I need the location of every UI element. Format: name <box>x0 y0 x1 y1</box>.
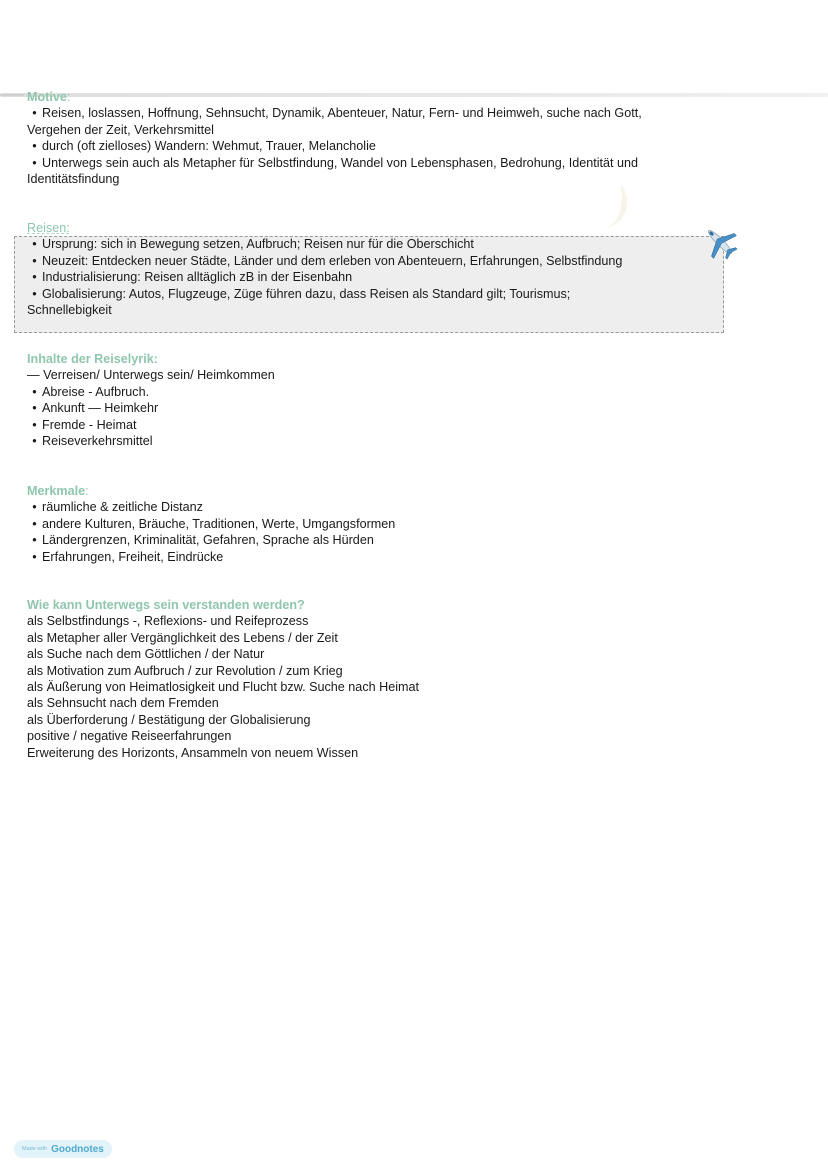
section-reisen <box>27 220 622 318</box>
list-item: als Äußerung von Heimatlosigkeit und Flucht bzw. Suche nach Heimat <box>27 680 420 695</box>
bullet: • <box>32 533 37 548</box>
heading-verstanden: Wie kann Unterwegs sein verstanden werden? <box>27 598 305 612</box>
list-item: als Selbstfindungs -, Reflexions- und Reifeprozess <box>27 614 309 629</box>
list-item <box>27 286 622 302</box>
item-text: — Verreisen/ Unterwegs sein/ Heimkommen <box>27 368 275 383</box>
heading-colon: : <box>66 90 71 104</box>
list-item <box>27 549 395 565</box>
bullet: • <box>32 286 37 301</box>
section-inhalte <box>27 351 275 449</box>
item-text: Industrialisierung: Reisen alltäglich zB in der Eisenbahn <box>42 270 353 285</box>
badge-brand: Goodnotes <box>51 1143 104 1155</box>
list-item: als Motivation zum Aufbruch / zur Revolution / zum Krieg <box>27 663 343 678</box>
list-item: positive / negative Reiseerfahrungen <box>27 729 232 744</box>
bullet: • <box>32 253 37 268</box>
bullet: • <box>32 549 37 564</box>
item-text: Identitätsfindung <box>27 172 120 187</box>
list-item <box>27 417 275 433</box>
item-text: Erfahrungen, Freiheit, Eindrücke <box>42 549 224 564</box>
item-text: Schnellebigkeit <box>27 303 112 318</box>
bullet: • <box>32 106 37 121</box>
list-item <box>27 138 642 154</box>
bullet: • <box>32 270 37 285</box>
list-item: als Suche nach dem Göttlichen / der Natur <box>27 647 265 662</box>
item-text: Unterwegs sein auch als Metapher für Selbstfindung, Wandel von Lebensphasen, Bedrohung, Identität und <box>42 155 639 170</box>
heading-inhalte: Inhalte der Reiselyrik: <box>27 352 158 366</box>
badge-prefix: Made with <box>22 1146 48 1152</box>
item-text: Reiseverkehrsmittel <box>42 434 153 449</box>
heading-merkmale: Merkmale <box>27 484 86 498</box>
bullet: • <box>32 500 37 515</box>
section-verstanden <box>27 597 419 761</box>
bullet: • <box>32 401 37 416</box>
list-item <box>27 122 642 138</box>
bullet: • <box>32 139 37 154</box>
bullet: • <box>32 417 37 432</box>
list-item <box>27 384 275 400</box>
item-text: Abreise - Aufbruch. <box>42 384 150 399</box>
goodnotes-badge <box>14 1140 112 1158</box>
heading-motive: Motive <box>27 90 67 104</box>
list-item <box>27 400 275 416</box>
list-item: als Sehnsucht nach dem Fremden <box>27 696 219 711</box>
bullet: • <box>32 516 37 531</box>
heading-reisen: Reisen: <box>27 221 70 235</box>
item-text: Vergehen der Zeit, Verkehrsmittel <box>27 122 214 137</box>
list-item <box>27 253 622 269</box>
section-heading <box>27 483 395 499</box>
list-item <box>27 499 395 515</box>
bullet: • <box>32 434 37 449</box>
item-text: Reisen, loslassen, Hoffnung, Sehnsucht, Dynamik, Abenteuer, Natur, Fern- und Heimweh, suche nach Gott, <box>42 106 642 121</box>
section-motive <box>27 89 642 187</box>
item-text: durch (oft zielloses) Wandern: Wehmut, Trauer, Melancholie <box>42 139 376 154</box>
list-item <box>27 105 642 121</box>
list-item <box>27 171 642 187</box>
airplane-icon <box>700 222 740 262</box>
bullet: • <box>32 155 37 170</box>
list-item <box>27 155 642 171</box>
item-text: räumliche & zeitliche Distanz <box>42 500 203 515</box>
item-text: Ankunft — Heimkehr <box>42 401 159 416</box>
item-text: Fremde - Heimat <box>42 417 137 432</box>
item-text: Ländergrenzen, Kriminalität, Gefahren, Sprache als Hürden <box>42 533 374 548</box>
section-merkmale <box>27 483 395 565</box>
list-item: als Metapher aller Vergänglichkeit des Lebens / der Zeit <box>27 630 338 645</box>
bullet: • <box>32 237 37 252</box>
list-item <box>27 516 395 532</box>
list-item <box>27 236 622 252</box>
item-text: andere Kulturen, Bräuche, Traditionen, Werte, Umgangsformen <box>42 516 396 531</box>
section-heading <box>27 89 642 105</box>
list-item <box>27 302 622 318</box>
item-text: Globalisierung: Autos, Flugzeuge, Züge führen dazu, dass Reisen als Standard gilt; Tourismus; <box>42 286 571 301</box>
list-item <box>27 433 275 449</box>
item-text: Ursprung: sich in Bewegung setzen, Aufbruch; Reisen nur für die Oberschicht <box>42 237 474 252</box>
list-item <box>27 367 275 383</box>
list-item <box>27 269 622 285</box>
heading-colon: : <box>85 484 89 498</box>
list-item: Erweiterung des Horizonts, Ansammeln von neuem Wissen <box>27 745 359 760</box>
decorative-tick <box>0 94 24 96</box>
list-item: als Überforderung / Bestätigung der Globalisierung <box>27 712 311 727</box>
bullet: • <box>32 384 37 399</box>
list-item <box>27 532 395 548</box>
item-text: Neuzeit: Entdecken neuer Städte, Länder und dem erleben von Abenteuern, Erfahrungen, Selbstfindung <box>42 253 623 268</box>
